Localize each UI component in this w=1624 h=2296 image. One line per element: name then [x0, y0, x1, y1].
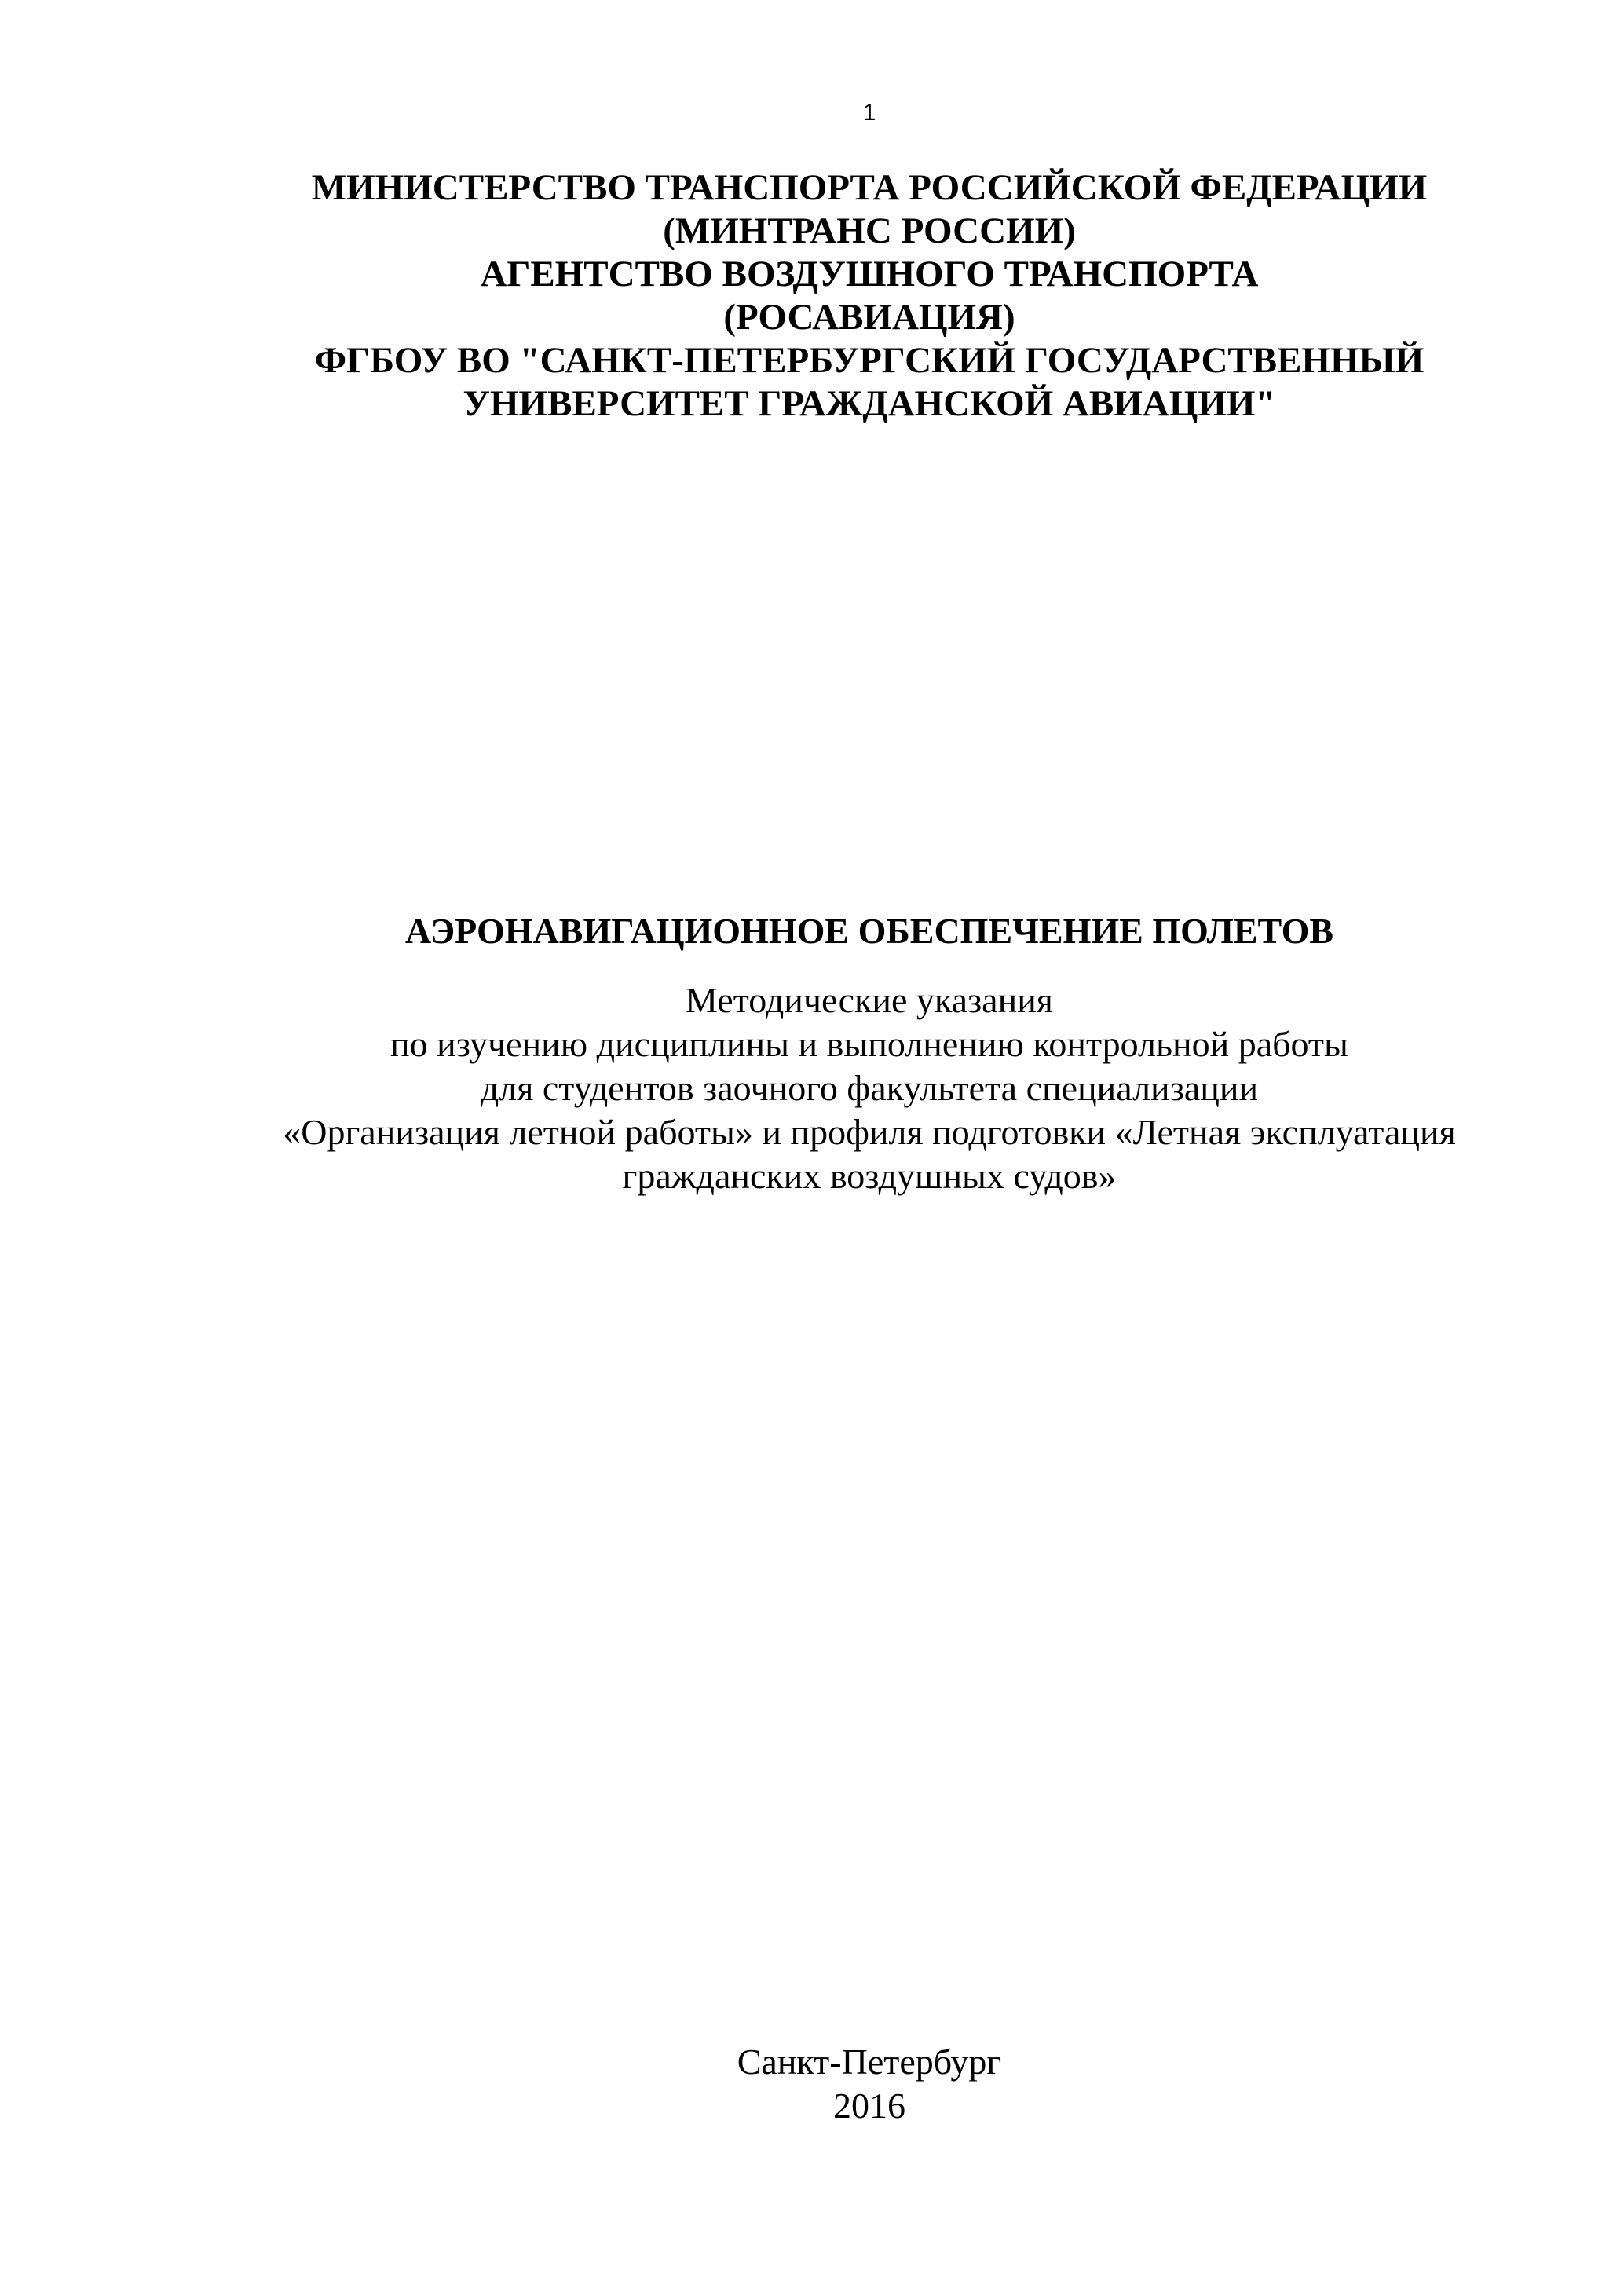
document-subtitle — [0, 978, 1624, 1198]
document-title: АЭРОНАВИГАЦИОННОЕ ОБЕСПЕЧЕНИЕ ПОЛЕТОВ — [404, 911, 1334, 951]
ministry-abbreviation: (МИНТРАНС РОССИИ) — [663, 210, 1076, 251]
subtitle-line: «Организация летной работы» и профиля подготовки «Летная эксплуатация — [283, 1112, 1456, 1152]
university-name-line-1: ФГБОУ ВО "САНКТ-ПЕТЕРБУРГСКИЙ ГОСУДАРСТВЕННЫЙ — [314, 340, 1425, 381]
subtitle-line: для студентов заочного факультета специализации — [480, 1068, 1259, 1108]
ministry-name: МИНИСТЕРСТВО ТРАНСПОРТА РОССИЙСКОЙ ФЕДЕРАЦИИ — [311, 167, 1428, 208]
page-number: 1 — [862, 100, 876, 126]
imprint — [0, 2040, 1624, 2128]
university-name-line-2: УНИВЕРСИТЕТ ГРАЖДАНСКОЙ АВИАЦИИ" — [463, 383, 1276, 424]
year: 2016 — [833, 2086, 905, 2126]
agency-name: АГЕНТСТВО ВОЗДУШНОГО ТРАНСПОРТА — [480, 254, 1259, 294]
agency-abbreviation: (РОСАВИАЦИЯ) — [723, 297, 1015, 338]
subtitle-line: по изучению дисциплины и выполнению контрольной работы — [390, 1024, 1348, 1064]
document-title-block — [0, 909, 1624, 1198]
city: Санкт-Петербург — [737, 2042, 1002, 2082]
organization-header — [0, 166, 1624, 426]
subtitle-line: Методические указания — [686, 980, 1053, 1020]
subtitle-line: гражданских воздушных судов» — [622, 1156, 1117, 1196]
